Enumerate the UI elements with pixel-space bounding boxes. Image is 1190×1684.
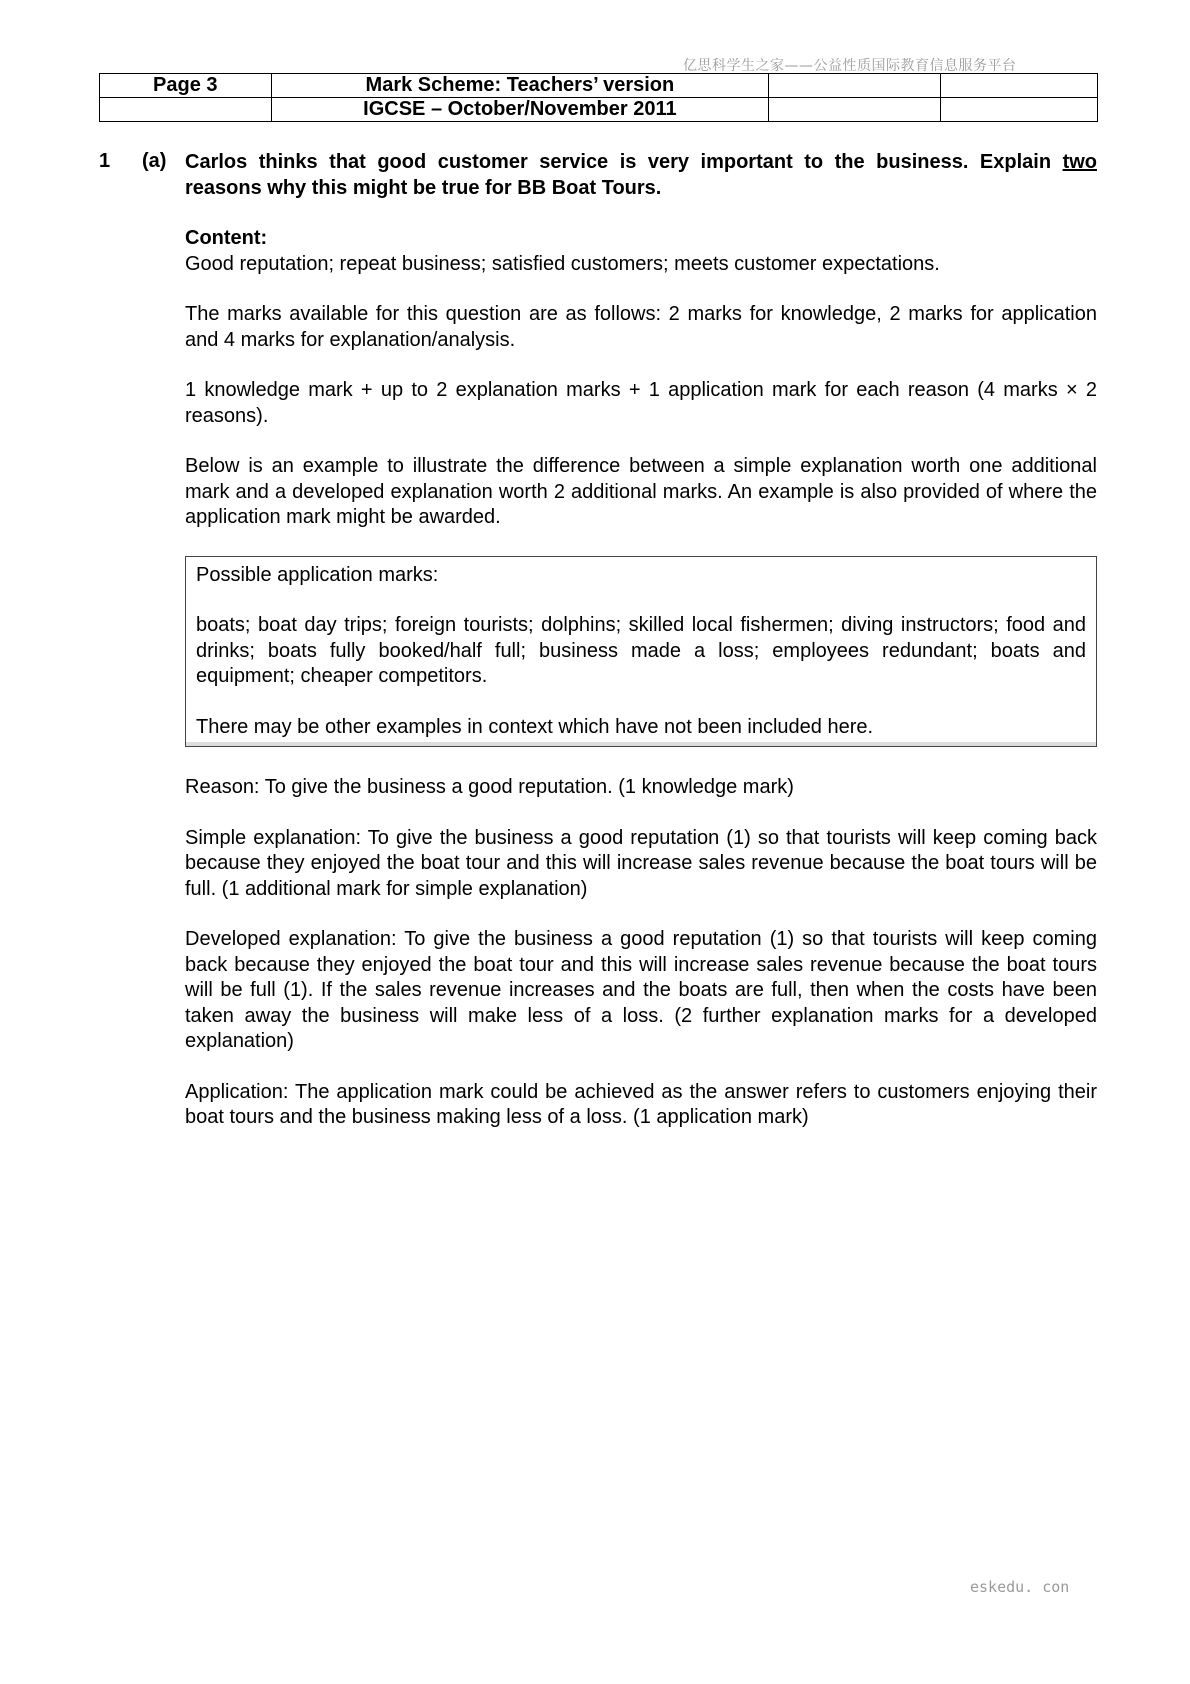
header-empty-cell (769, 74, 940, 98)
mark-scheme-content (185, 150, 1097, 1156)
question-emphasis: two (1062, 151, 1097, 173)
document-title: Mark Scheme: Teachers’ version (271, 74, 769, 98)
box-list: boats; boat day trips; foreign tourists; dolphins; skilled local fishermen; diving instructors; food and drinks; boats fully booked/half full; business made a loss; employees redundant; boats and equipment; cheaper competitors. (196, 614, 1086, 687)
header-empty-cell (940, 74, 1097, 98)
header-empty-cell (769, 98, 940, 122)
document-subtitle: IGCSE – October/November 2011 (271, 98, 769, 122)
watermark-top: 亿思科学生之家——公益性质国际教育信息服务平台 (683, 58, 1017, 74)
example-intro: Below is an example to illustrate the difference between a simple explanation worth one additional mark and a developed explanation worth 2 additional marks. An example is also provided of where the application mark might be awarded. (185, 455, 1097, 528)
content-text: Good reputation; repeat business; satisfied customers; meets customer expectations. (185, 252, 940, 275)
application-text: Application: The application mark could be achieved as the answer refers to customers enjoying their boat tours and the business making less of a loss. (1 application mark) (185, 1080, 1097, 1128)
application-marks-box (185, 556, 1097, 748)
question-text-start: Carlos thinks that good customer service is very important to the business. Explain (185, 151, 1063, 173)
content-heading: Content: (185, 227, 268, 249)
header-table (99, 73, 1098, 122)
question-part: (a) (142, 150, 167, 172)
marks-available: The marks available for this question are as follows: 2 marks for knowledge, 2 marks for application and 4 marks for explanation/analysis. (185, 303, 1097, 351)
header-empty-cell (100, 98, 272, 122)
question-text (185, 150, 1097, 201)
watermark-bottom: eskedu. con (970, 1578, 1070, 1596)
reason-text: Reason: To give the business a good reputation. (1 knowledge mark) (185, 776, 794, 798)
header-empty-cell (940, 98, 1097, 122)
marks-breakdown: 1 knowledge mark + up to 2 explanation marks + 1 application mark for each reason (4 marks × 2 reasons). (185, 379, 1097, 427)
question-text-end: reasons why this might be true for BB Boat Tours. (185, 176, 662, 199)
box-note: There may be other examples in context which have not been included here. (196, 715, 874, 738)
developed-explanation: Developed explanation: To give the business a good reputation (1) so that tourists will keep coming back because they enjoyed the boat tour and this will increase sales revenue because the boat tours will be full (1). If the sales revenue increases and the boats are full, then when the costs have been taken away the business will make less of a loss. (2 further explanation marks for a developed explanation) (185, 928, 1097, 1052)
simple-explanation: Simple explanation: To give the business a good reputation (1) so that tourists will keep coming back because they enjoyed the boat tour and this will increase sales revenue because the boat tours will be full. (1 additional mark for simple explanation) (185, 826, 1097, 900)
box-title: Possible application marks: (196, 563, 439, 586)
question-number: 1 (99, 150, 111, 172)
page-number: Page 3 (100, 74, 272, 98)
